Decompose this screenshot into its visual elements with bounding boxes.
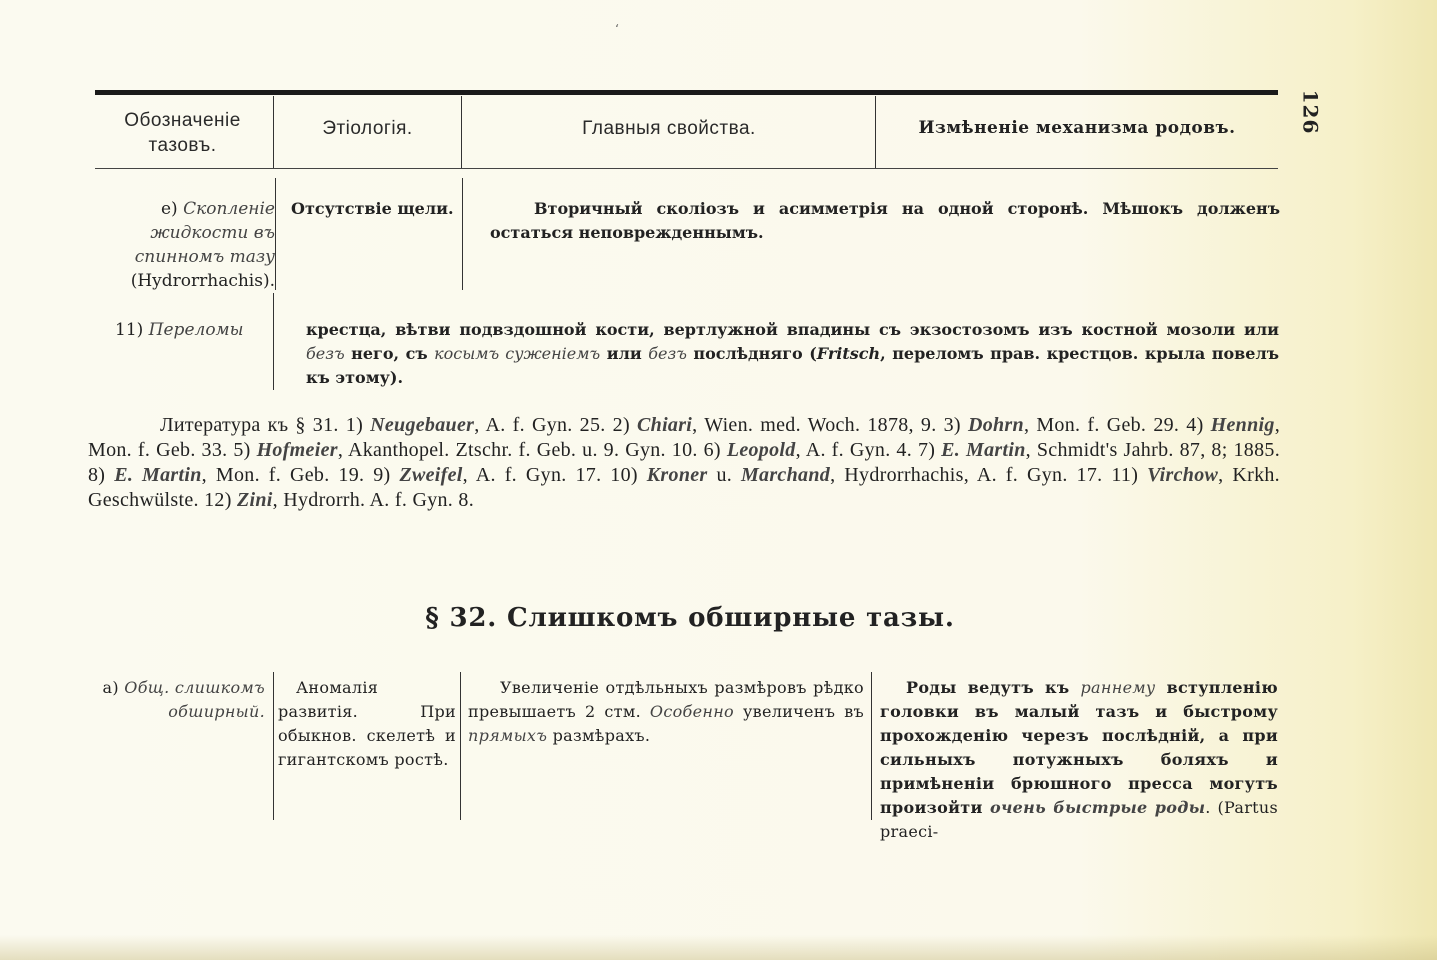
row-11-divider [273, 293, 274, 390]
row-e-label [85, 197, 275, 293]
row-11-text-part: , переломъ прав. крестцов. крыла повелъ къ этому). [306, 344, 1280, 387]
row-a-properties [468, 676, 864, 748]
row-a-properties-part: Увеличеніе отдѣльныхъ размѣровъ рѣдко превышаетъ 2 стм. [468, 678, 864, 721]
row-11-text-part: или [600, 344, 649, 363]
literature-reference: , Akanthopel. Ztschr. f. Geb. u. 9. Gyn. 10. 6) [337, 439, 727, 461]
row-a-label [80, 676, 265, 724]
row-a-properties-part: размѣрахъ. [547, 726, 651, 745]
literature-author: E. Martin [941, 439, 1026, 461]
literature-author: Leopold [726, 439, 796, 461]
literature-reference: , Mon. f. Geb. 19. 9) [201, 464, 400, 486]
row-e-etiology: Отсутствіе щели. [291, 199, 454, 218]
table-header-rule [95, 168, 1278, 169]
literature-block [88, 413, 1280, 513]
row-11-text-italic: косымъ суженіемъ [434, 344, 601, 363]
literature-reference: , Wien. med. Woch. 1878, 9. 3) [692, 414, 968, 436]
header-main-properties: Главныя свойства. [582, 118, 756, 139]
row-e-label-suffix: (Hydrorrhachis). [130, 271, 275, 291]
table-top-rule [95, 90, 1278, 95]
literature-reference: , A. f. Gyn. 4. 7) [795, 439, 942, 461]
header-divider [875, 96, 876, 168]
row-11-text-italic: безъ [648, 344, 687, 363]
row-e-label-italic: Скопленіе жидкости въ спинномъ тазу [134, 199, 275, 267]
literature-reference: , Schmidt's Jahrb. 87, 8; 1885. 8) [88, 439, 1281, 486]
literature-author: Marchand [740, 464, 831, 486]
row-a-properties-part: увеличенъ въ [733, 702, 864, 721]
row-11-text-italic: безъ [306, 344, 345, 363]
row-e-divider [462, 178, 463, 290]
literature-reference: , Mon. f. Geb. 33. 5) [88, 414, 1280, 461]
literature-author: Virchow [1147, 464, 1219, 486]
row-a-properties-italic: прямыхъ [468, 726, 548, 745]
literature-author: Chiari [637, 414, 693, 436]
literature-author: Dohrn [967, 414, 1024, 436]
row-11-text-part: крестца, вѣтви подвздошной кости, вертлужной впадины съ экзостозомъ изъ костной мозоли или [306, 320, 1279, 339]
row-a-mechanism [880, 676, 1278, 844]
top-mark: ʻ [615, 22, 619, 36]
row-a-etiology: Аномалія развитія. При обыкнов. скелетѣ и гигантскомъ ростѣ. [278, 678, 456, 769]
literature-author: Zweifel [399, 464, 463, 486]
literature-intro: Литература къ § 31. 1) [160, 414, 371, 436]
row-a-divider [273, 672, 274, 820]
row-e-properties: Вторичный сколіозъ и асимметрія на одной сторонѣ. Мѣшокъ долженъ остаться неповрежденнымъ. [490, 199, 1280, 242]
literature-author: Kroner [646, 464, 708, 486]
row-a-mechanism-part: Роды ведутъ къ [906, 678, 1081, 697]
row-11-label [115, 318, 270, 342]
row-e-divider [275, 178, 276, 290]
header-designation: Обозначеніе тазовъ. [124, 110, 241, 156]
literature-reference: , Krkh. Geschwülste. 12) [88, 464, 1280, 511]
row-11-text-part: послѣдняго ( [686, 344, 817, 363]
literature-author: Hennig [1210, 414, 1275, 436]
literature-author: E. Martin [114, 464, 202, 486]
row-a-label-prefix: a) [102, 678, 125, 697]
row-a-properties-italic: Особенно [649, 702, 734, 721]
row-11-text [306, 318, 1279, 390]
row-11-label-prefix: 11) [115, 320, 149, 340]
row-a-mechanism-part: . (Partus praeci- [880, 798, 1278, 841]
header-divider [461, 96, 462, 168]
row-a-mechanism-italic: очень быстрые роды [989, 798, 1206, 817]
literature-reference: , A. f. Gyn. 17. 10) [462, 464, 647, 486]
row-e-label-prefix: e) [160, 199, 184, 219]
section-title: § 32. Слишкомъ обширные тазы. [425, 603, 955, 633]
row-a-divider [871, 672, 872, 820]
row-a-mechanism-italic: раннему [1080, 678, 1156, 697]
header-divider [273, 96, 274, 168]
header-etiology: Этіологія. [322, 118, 413, 139]
page-number: 126 [1298, 89, 1323, 135]
literature-reference: , Mon. f. Geb. 29. 4) [1023, 414, 1211, 436]
literature-reference: , Hydrorrhachis, A. f. Gyn. 17. 11) [830, 464, 1148, 486]
row-11-text-part: него, съ [344, 344, 435, 363]
literature-reference: , Hydrorrh. A. f. Gyn. 8. [272, 489, 474, 511]
row-a-label-italic: Общ. слишкомъ обширный. [124, 678, 265, 721]
literature-author: Hofmeier [256, 439, 338, 461]
row-11-label-italic: Переломы [148, 320, 244, 340]
row-a-divider [460, 672, 461, 820]
header-mechanism-change: Измѣненіе механизма родовъ. [918, 118, 1236, 138]
literature-reference: , A. f. Gyn. 25. 2) [474, 414, 637, 436]
row-a-mechanism-part: вступленію головки въ малый тазъ и быстрому прохожденію черезъ послѣдній, а при сильныхъ потужныхъ боляхъ и примѣненіи брюшного пресса могутъ произойти [880, 678, 1278, 817]
row-11-author: Fritsch [816, 344, 881, 363]
literature-reference: u. [707, 464, 741, 486]
literature-author: Neugebauer [370, 414, 475, 436]
page-bottom-shadow [0, 935, 1437, 960]
literature-author: Zini [236, 489, 273, 511]
